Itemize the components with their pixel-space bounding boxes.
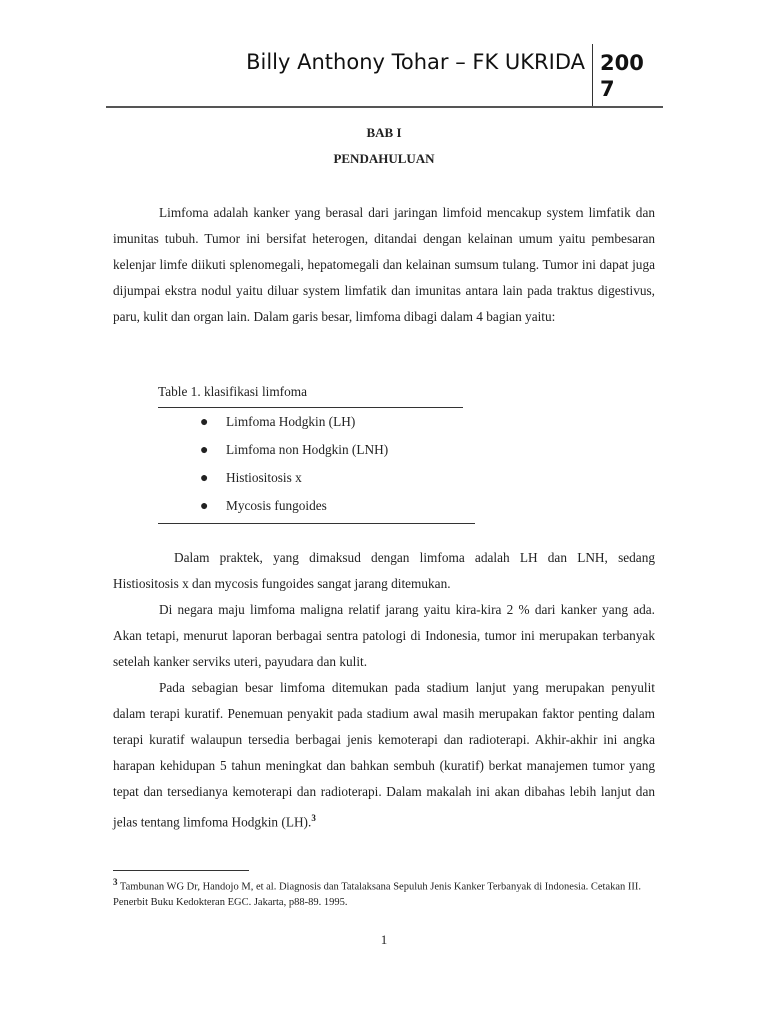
footnote: [113, 875, 658, 910]
footnote-marker: 3: [113, 877, 118, 887]
header-year: 2007: [600, 51, 644, 101]
bullet-icon: ●: [200, 443, 209, 458]
list-item-label: Limfoma Hodgkin (LH): [226, 414, 356, 429]
header-rule: [106, 106, 663, 108]
list-item-label: Histiositosis x: [226, 470, 302, 485]
classification-list: [200, 408, 388, 520]
footnote-rule: [113, 870, 249, 871]
chapter-number: BAB I: [366, 125, 402, 140]
intro-paragraph: Limfoma adalah kanker yang berasal dari jaringan limfoid mencakup system limfatik dan imunitas tubuh. Tumor ini bersifat heterogen, ditandai dengan kelainan umum yaitu pembesaran kelenjar limfe diikuti splenomegali, hepatomegali dan kelainan sumsum tulang. Tumor ini dapat juga dijumpai ekstra nodul yaitu diluar system limfatik dan imunitas antara lain pada traktus digestivus, paru, kulit dan organ lain. Dalam garis besar, limfoma dibagi dalam 4 bagian yaitu:: [113, 205, 655, 324]
paragraph-stadium-text: Pada sebagian besar limfoma ditemukan pada stadium lanjut yang merupakan penyulit dalam terapi kuratif. Penemuan penyakit pada stadium awal masih merupakan faktor penting dalam terapi kuratif walaupun tersedia berbagai jenis kemoterapi dan radioterapi. Akhir-akhir ini angka harapan kehidupan 5 tahun meningkat dan bahkan sembuh (kuratif) berkat manajemen tumor yang tepat dan tersedianya kemoterapi dan radioterapi. Dalam makalah ini akan dibahas lebih lanjut dan jelas tentang limfoma Hodgkin (LH).: [113, 680, 655, 830]
paragraph-incidence: Di negara maju limfoma maligna relatif jarang yaitu kira-kira 2 % dari kanker yang ada. Akan tetapi, menurut laporan berbagai sentra patologi di Indonesia, tumor ini merupakan terbanyak setelah kanker serviks uteri, payudara dan kulit.: [113, 602, 655, 669]
list-item: [200, 408, 388, 436]
reference-marker: 3: [311, 813, 316, 823]
header-author: Billy Anthony Tohar – FK UKRIDA: [246, 50, 585, 74]
chapter-title: PENDAHULUAN: [333, 151, 435, 166]
table-rule-bottom: [158, 523, 475, 524]
paragraph-stadium: [113, 675, 655, 835]
list-item-label: Mycosis fungoides: [226, 498, 327, 513]
bullet-icon: ●: [200, 415, 209, 430]
list-item-label: Limfoma non Hodgkin (LNH): [226, 442, 389, 457]
page-number: 1: [380, 932, 388, 947]
footnote-text: Tambunan WG Dr, Handojo M, et al. Diagnosis dan Tatalaksana Sepuluh Jenis Kanker Terbanyak di Indonesia. Cetakan III. Penerbit Buku Kedokteran EGC. Jakarta, p88-89. 1995.: [113, 881, 642, 908]
list-item: [200, 464, 388, 492]
header-divider-vertical: [592, 44, 593, 106]
bullet-icon: ●: [200, 499, 209, 514]
bullet-icon: ●: [200, 471, 209, 486]
list-item: [200, 436, 388, 464]
paragraph-practice: Dalam praktek, yang dimaksud dengan limfoma adalah LH dan LNH, sedang Histiositosis x dan mycosis fungoides sangat jarang ditemukan.: [113, 550, 655, 591]
list-item: [200, 492, 388, 520]
table-caption: Table 1. klasifikasi limfoma: [158, 384, 307, 399]
